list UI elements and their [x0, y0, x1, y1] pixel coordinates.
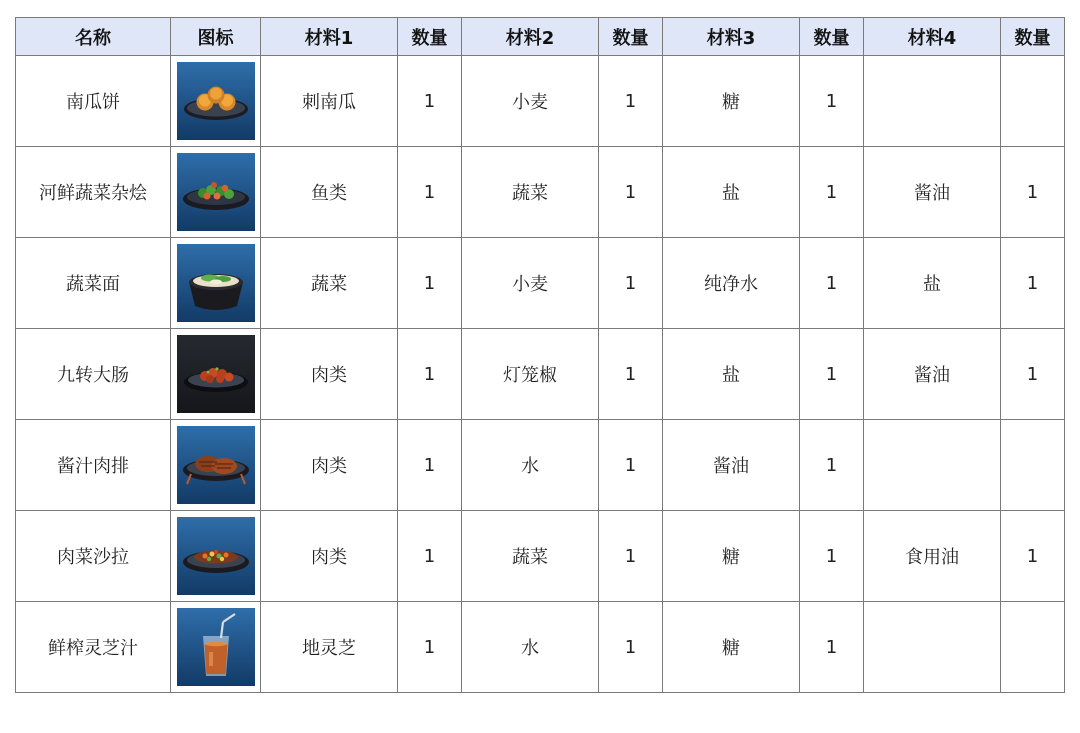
dish-icon-cell — [171, 329, 261, 420]
material-2: 蔬菜 — [462, 147, 599, 238]
quantity-2: 1 — [599, 420, 663, 511]
dish-name: 酱汁肉排 — [16, 420, 171, 511]
table-row — [16, 56, 1065, 147]
quantity-4: 1 — [1001, 238, 1065, 329]
quantity-1: 1 — [398, 238, 462, 329]
dish-icon-cell — [171, 56, 261, 147]
material-4: 盐 — [864, 238, 1001, 329]
quantity-1: 1 — [398, 511, 462, 602]
table-row — [16, 420, 1065, 511]
material-4 — [864, 602, 1001, 693]
material-2: 小麦 — [462, 238, 599, 329]
header-quantity-3: 数量 — [800, 18, 864, 56]
dish-icon-cell — [171, 420, 261, 511]
dish-icon-cell — [171, 238, 261, 329]
material-1: 肉类 — [261, 511, 398, 602]
quantity-4 — [1001, 420, 1065, 511]
quantity-2: 1 — [599, 329, 663, 420]
material-4: 酱油 — [864, 329, 1001, 420]
quantity-3: 1 — [800, 329, 864, 420]
header-material-4: 材料4 — [864, 18, 1001, 56]
dish-name: 河鲜蔬菜杂烩 — [16, 147, 171, 238]
meat-vegetable-salad-icon — [177, 517, 255, 595]
header-quantity-1: 数量 — [398, 18, 462, 56]
header-quantity-2: 数量 — [599, 18, 663, 56]
quantity-2: 1 — [599, 56, 663, 147]
quantity-1: 1 — [398, 329, 462, 420]
material-1: 地灵芝 — [261, 602, 398, 693]
dish-icon-cell — [171, 602, 261, 693]
material-4 — [864, 56, 1001, 147]
quantity-1: 1 — [398, 56, 462, 147]
pumpkin-cake-icon — [177, 62, 255, 140]
material-1: 鱼类 — [261, 147, 398, 238]
quantity-4 — [1001, 602, 1065, 693]
material-3: 盐 — [663, 147, 800, 238]
recipe-table — [15, 17, 1065, 693]
dish-name: 鲜榨灵芝汁 — [16, 602, 171, 693]
material-3: 纯净水 — [663, 238, 800, 329]
material-3: 糖 — [663, 602, 800, 693]
material-3: 盐 — [663, 329, 800, 420]
quantity-3: 1 — [800, 511, 864, 602]
quantity-2: 1 — [599, 238, 663, 329]
material-2: 灯笼椒 — [462, 329, 599, 420]
quantity-3: 1 — [800, 238, 864, 329]
material-2: 小麦 — [462, 56, 599, 147]
quantity-3: 1 — [800, 147, 864, 238]
material-4: 酱油 — [864, 147, 1001, 238]
header-row — [16, 18, 1065, 56]
braised-intestines-icon — [177, 335, 255, 413]
material-1: 刺南瓜 — [261, 56, 398, 147]
table-row — [16, 238, 1065, 329]
quantity-1: 1 — [398, 602, 462, 693]
material-3: 糖 — [663, 511, 800, 602]
material-3: 糖 — [663, 56, 800, 147]
sauced-meat-steak-icon — [177, 426, 255, 504]
quantity-1: 1 — [398, 420, 462, 511]
table-row — [16, 147, 1065, 238]
dish-icon-cell — [171, 147, 261, 238]
quantity-2: 1 — [599, 147, 663, 238]
vegetable-noodles-icon — [177, 244, 255, 322]
table-row — [16, 602, 1065, 693]
table-row — [16, 511, 1065, 602]
material-1: 肉类 — [261, 329, 398, 420]
material-4: 食用油 — [864, 511, 1001, 602]
fresh-lingzhi-juice-icon — [177, 608, 255, 686]
quantity-3: 1 — [800, 602, 864, 693]
quantity-4: 1 — [1001, 147, 1065, 238]
quantity-1: 1 — [398, 147, 462, 238]
material-1: 肉类 — [261, 420, 398, 511]
header-quantity-4: 数量 — [1001, 18, 1065, 56]
quantity-3: 1 — [800, 56, 864, 147]
header-material-3: 材料3 — [663, 18, 800, 56]
dish-name: 肉菜沙拉 — [16, 511, 171, 602]
header-material-1: 材料1 — [261, 18, 398, 56]
material-2: 蔬菜 — [462, 511, 599, 602]
material-2: 水 — [462, 602, 599, 693]
material-3: 酱油 — [663, 420, 800, 511]
header-icon: 图标 — [171, 18, 261, 56]
dish-name: 九转大肠 — [16, 329, 171, 420]
quantity-2: 1 — [599, 602, 663, 693]
table-row — [16, 329, 1065, 420]
header-material-2: 材料2 — [462, 18, 599, 56]
material-1: 蔬菜 — [261, 238, 398, 329]
quantity-4 — [1001, 56, 1065, 147]
quantity-2: 1 — [599, 511, 663, 602]
river-seafood-vegetable-stew-icon — [177, 153, 255, 231]
quantity-4: 1 — [1001, 511, 1065, 602]
quantity-3: 1 — [800, 420, 864, 511]
quantity-4: 1 — [1001, 329, 1065, 420]
dish-name: 蔬菜面 — [16, 238, 171, 329]
dish-icon-cell — [171, 511, 261, 602]
material-2: 水 — [462, 420, 599, 511]
dish-name: 南瓜饼 — [16, 56, 171, 147]
header-name: 名称 — [16, 18, 171, 56]
material-4 — [864, 420, 1001, 511]
